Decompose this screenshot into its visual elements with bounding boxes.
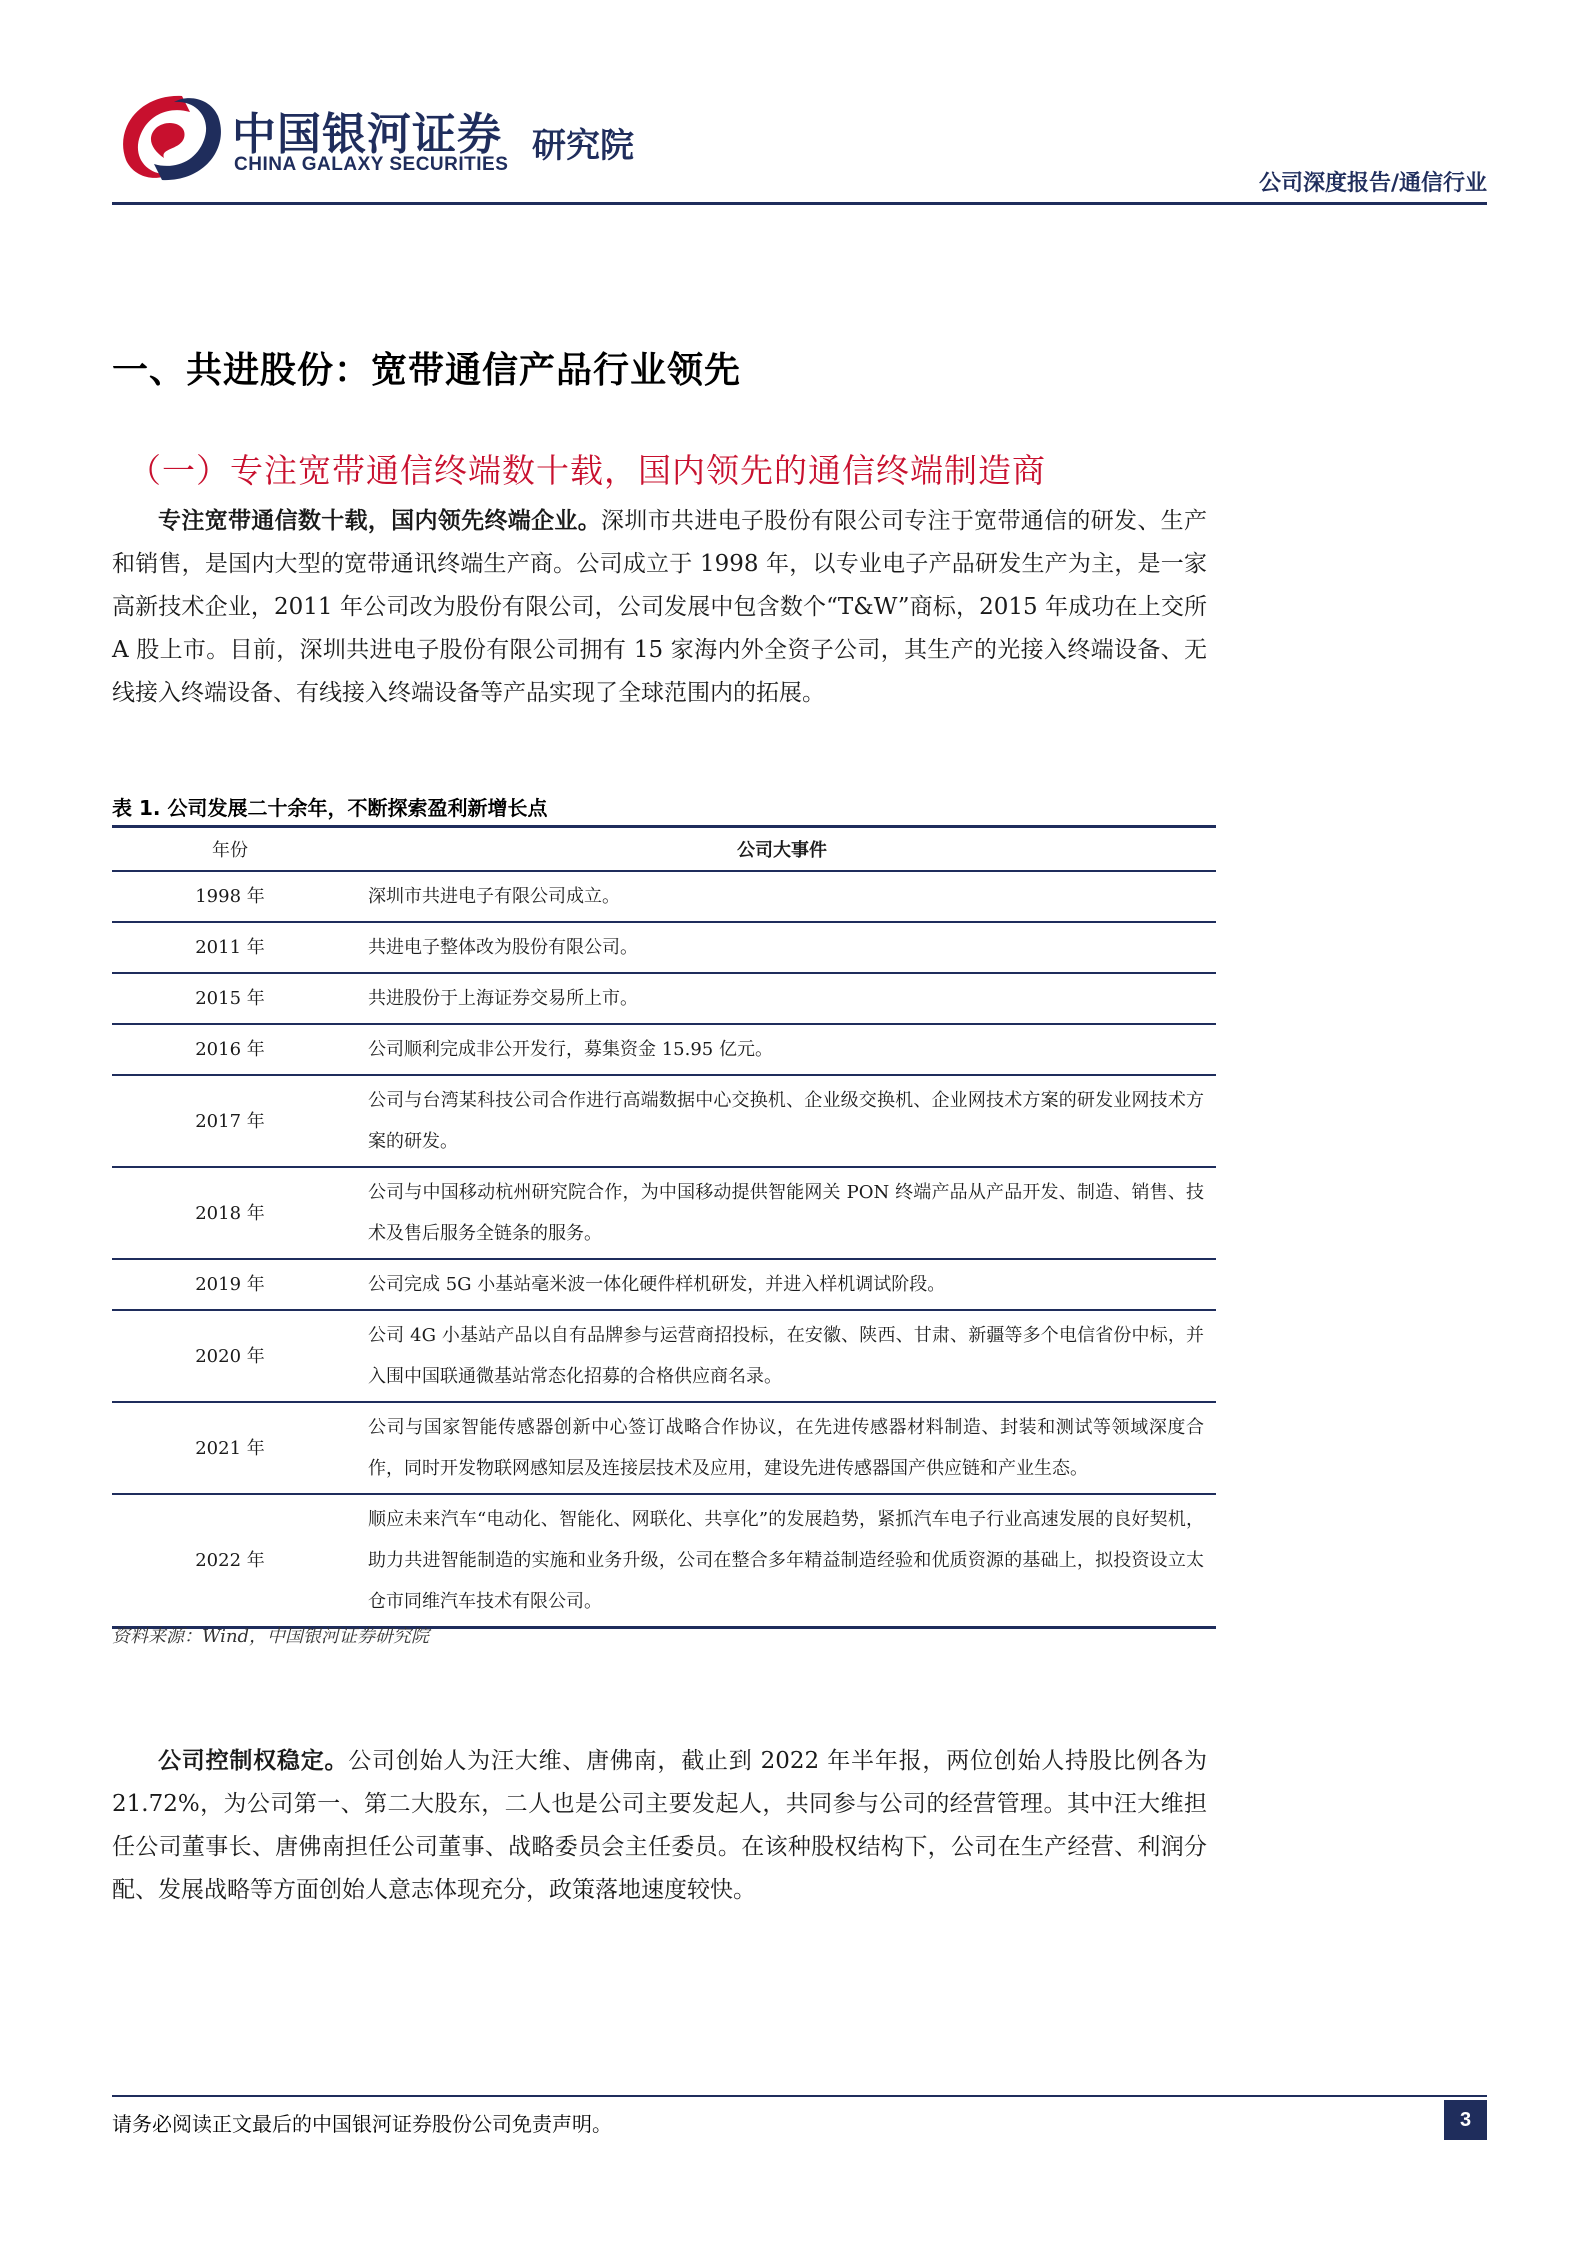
table-row — [112, 1024, 1216, 1075]
brand-name-cn: 中国银河证券 — [232, 109, 502, 160]
cell-year: 2016 年 — [112, 1024, 348, 1075]
cell-event: 顺应未来汽车“电动化、智能化、网联化、共享化”的发展趋势，紧抓汽车电子行业高速发展的良好契机，助力共进智能制造的实施和业务升级，公司在整合多年精益制造经验和优质资源的基础上，拟投资设立太仓市同维汽车技术有限公司。 — [348, 1494, 1216, 1628]
table-header-row — [112, 827, 1216, 872]
paragraph-body: 公司创始人为汪大维、唐佛南，截止到 2022 年半年报，两位创始人持股比例各为 21.72%，为公司第一、第二大股东，二人也是公司主要发起人，共同参与公司的经营管理。其中汪大维担任公司董事长、唐佛南担任公司董事、战略委员会主任委员。在该种股权结构下，公司在生产经营、利润分配、发展战略等方面创始人意志体现充分，政策落地速度较快。 — [112, 1748, 1208, 1903]
footer-divider — [112, 2095, 1487, 2097]
section-subtitle: （一）专注宽带通信终端数十载，国内领先的通信终端制造商 — [128, 451, 1046, 490]
section-title: 一、共进股份：宽带通信产品行业领先 — [112, 350, 742, 391]
cell-year: 2019 年 — [112, 1259, 348, 1310]
cell-year: 1998 年 — [112, 871, 348, 922]
table-source-note: 资料来源：Wind，中国银河证券研究院 — [112, 1626, 430, 1647]
cell-year: 2021 年 — [112, 1402, 348, 1494]
cell-event: 公司顺利完成非公开发行，募集资金 15.95 亿元。 — [348, 1024, 1216, 1075]
cell-year: 2011 年 — [112, 922, 348, 973]
column-header-event: 公司大事件 — [348, 827, 1216, 872]
table-row — [112, 973, 1216, 1024]
report-type: 公司深度报告/通信行业 — [1258, 171, 1487, 196]
cell-event: 共进电子整体改为股份有限公司。 — [348, 922, 1216, 973]
cell-event: 共进股份于上海证券交易所上市。 — [348, 973, 1216, 1024]
table-row — [112, 871, 1216, 922]
cell-year: 2017 年 — [112, 1075, 348, 1167]
cell-year: 2022 年 — [112, 1494, 348, 1628]
table-row — [112, 1310, 1216, 1402]
table-row — [112, 1075, 1216, 1167]
footer-disclaimer: 请务必阅读正文最后的中国银河证券股份公司免责声明。 — [112, 2112, 612, 2136]
milestones-table — [112, 825, 1216, 1629]
paragraph-lead: 专注宽带通信数十载，国内领先终端企业。 — [158, 508, 602, 534]
cell-event: 公司与中国移动杭州研究院合作，为中国移动提供智能网关 PON 终端产品从产品开发、制造、销售、技术及售后服务全链条的服务。 — [348, 1167, 1216, 1259]
table-row — [112, 1259, 1216, 1310]
cell-event: 公司 4G 小基站产品以自有品牌参与运营商招投标，在安徽、陕西、甘肃、新疆等多个电信省份中标，并入围中国联通微基站常态化招募的合格供应商名录。 — [348, 1310, 1216, 1402]
table-row — [112, 1167, 1216, 1259]
paragraph-company-intro — [112, 500, 1207, 715]
cell-event: 公司与国家智能传感器创新中心签订战略合作协议，在先进传感器材料制造、封装和测试等领域深度合作，同时开发物联网感知层及连接层技术及应用，建设先进传感器国产供应链和产业生态。 — [348, 1402, 1216, 1494]
cell-event: 公司完成 5G 小基站毫米波一体化硬件样机研发，并进入样机调试阶段。 — [348, 1259, 1216, 1310]
cell-event: 公司与台湾某科技公司合作进行高端数据中心交换机、企业级交换机、企业网技术方案的研发业网技术方案的研发。 — [348, 1075, 1216, 1167]
cell-year: 2015 年 — [112, 973, 348, 1024]
cell-year: 2018 年 — [112, 1167, 348, 1259]
table-row — [112, 1494, 1216, 1628]
page-number: 3 — [1444, 2100, 1487, 2140]
paragraph-body: 深圳市共进电子股份有限公司专注于宽带通信的研发、生产和销售，是国内大型的宽带通讯终端生产商。公司成立于 1998 年，以专业电子产品研发生产为主，是一家高新技术企业，2011 年公司改为股份有限公司，公司发展中包含数个“T&W”商标，2015 年成功在上交所 A 股上市。目前，深圳共进电子股份有限公司拥有 15 家海内外全资子公司，其生产的光接入终端设备、无线接入终端设备、有线接入终端设备等产品实现了全球范围内的拓展。 — [112, 508, 1208, 706]
paragraph-lead: 公司控制权稳定。 — [158, 1748, 349, 1774]
brand-name-en: CHINA GALAXY SECURITIES — [234, 154, 509, 175]
cell-event: 深圳市共进电子有限公司成立。 — [348, 871, 1216, 922]
column-header-year: 年份 — [112, 827, 348, 872]
paragraph-control — [112, 1740, 1207, 1912]
table-row — [112, 1402, 1216, 1494]
table-row — [112, 922, 1216, 973]
cell-year: 2020 年 — [112, 1310, 348, 1402]
institute-label: 研究院 — [532, 126, 634, 166]
table-caption: 表 1. 公司发展二十余年，不断探索盈利新增长点 — [112, 796, 548, 820]
galaxy-logo-icon — [112, 88, 232, 188]
header-divider — [112, 202, 1487, 205]
